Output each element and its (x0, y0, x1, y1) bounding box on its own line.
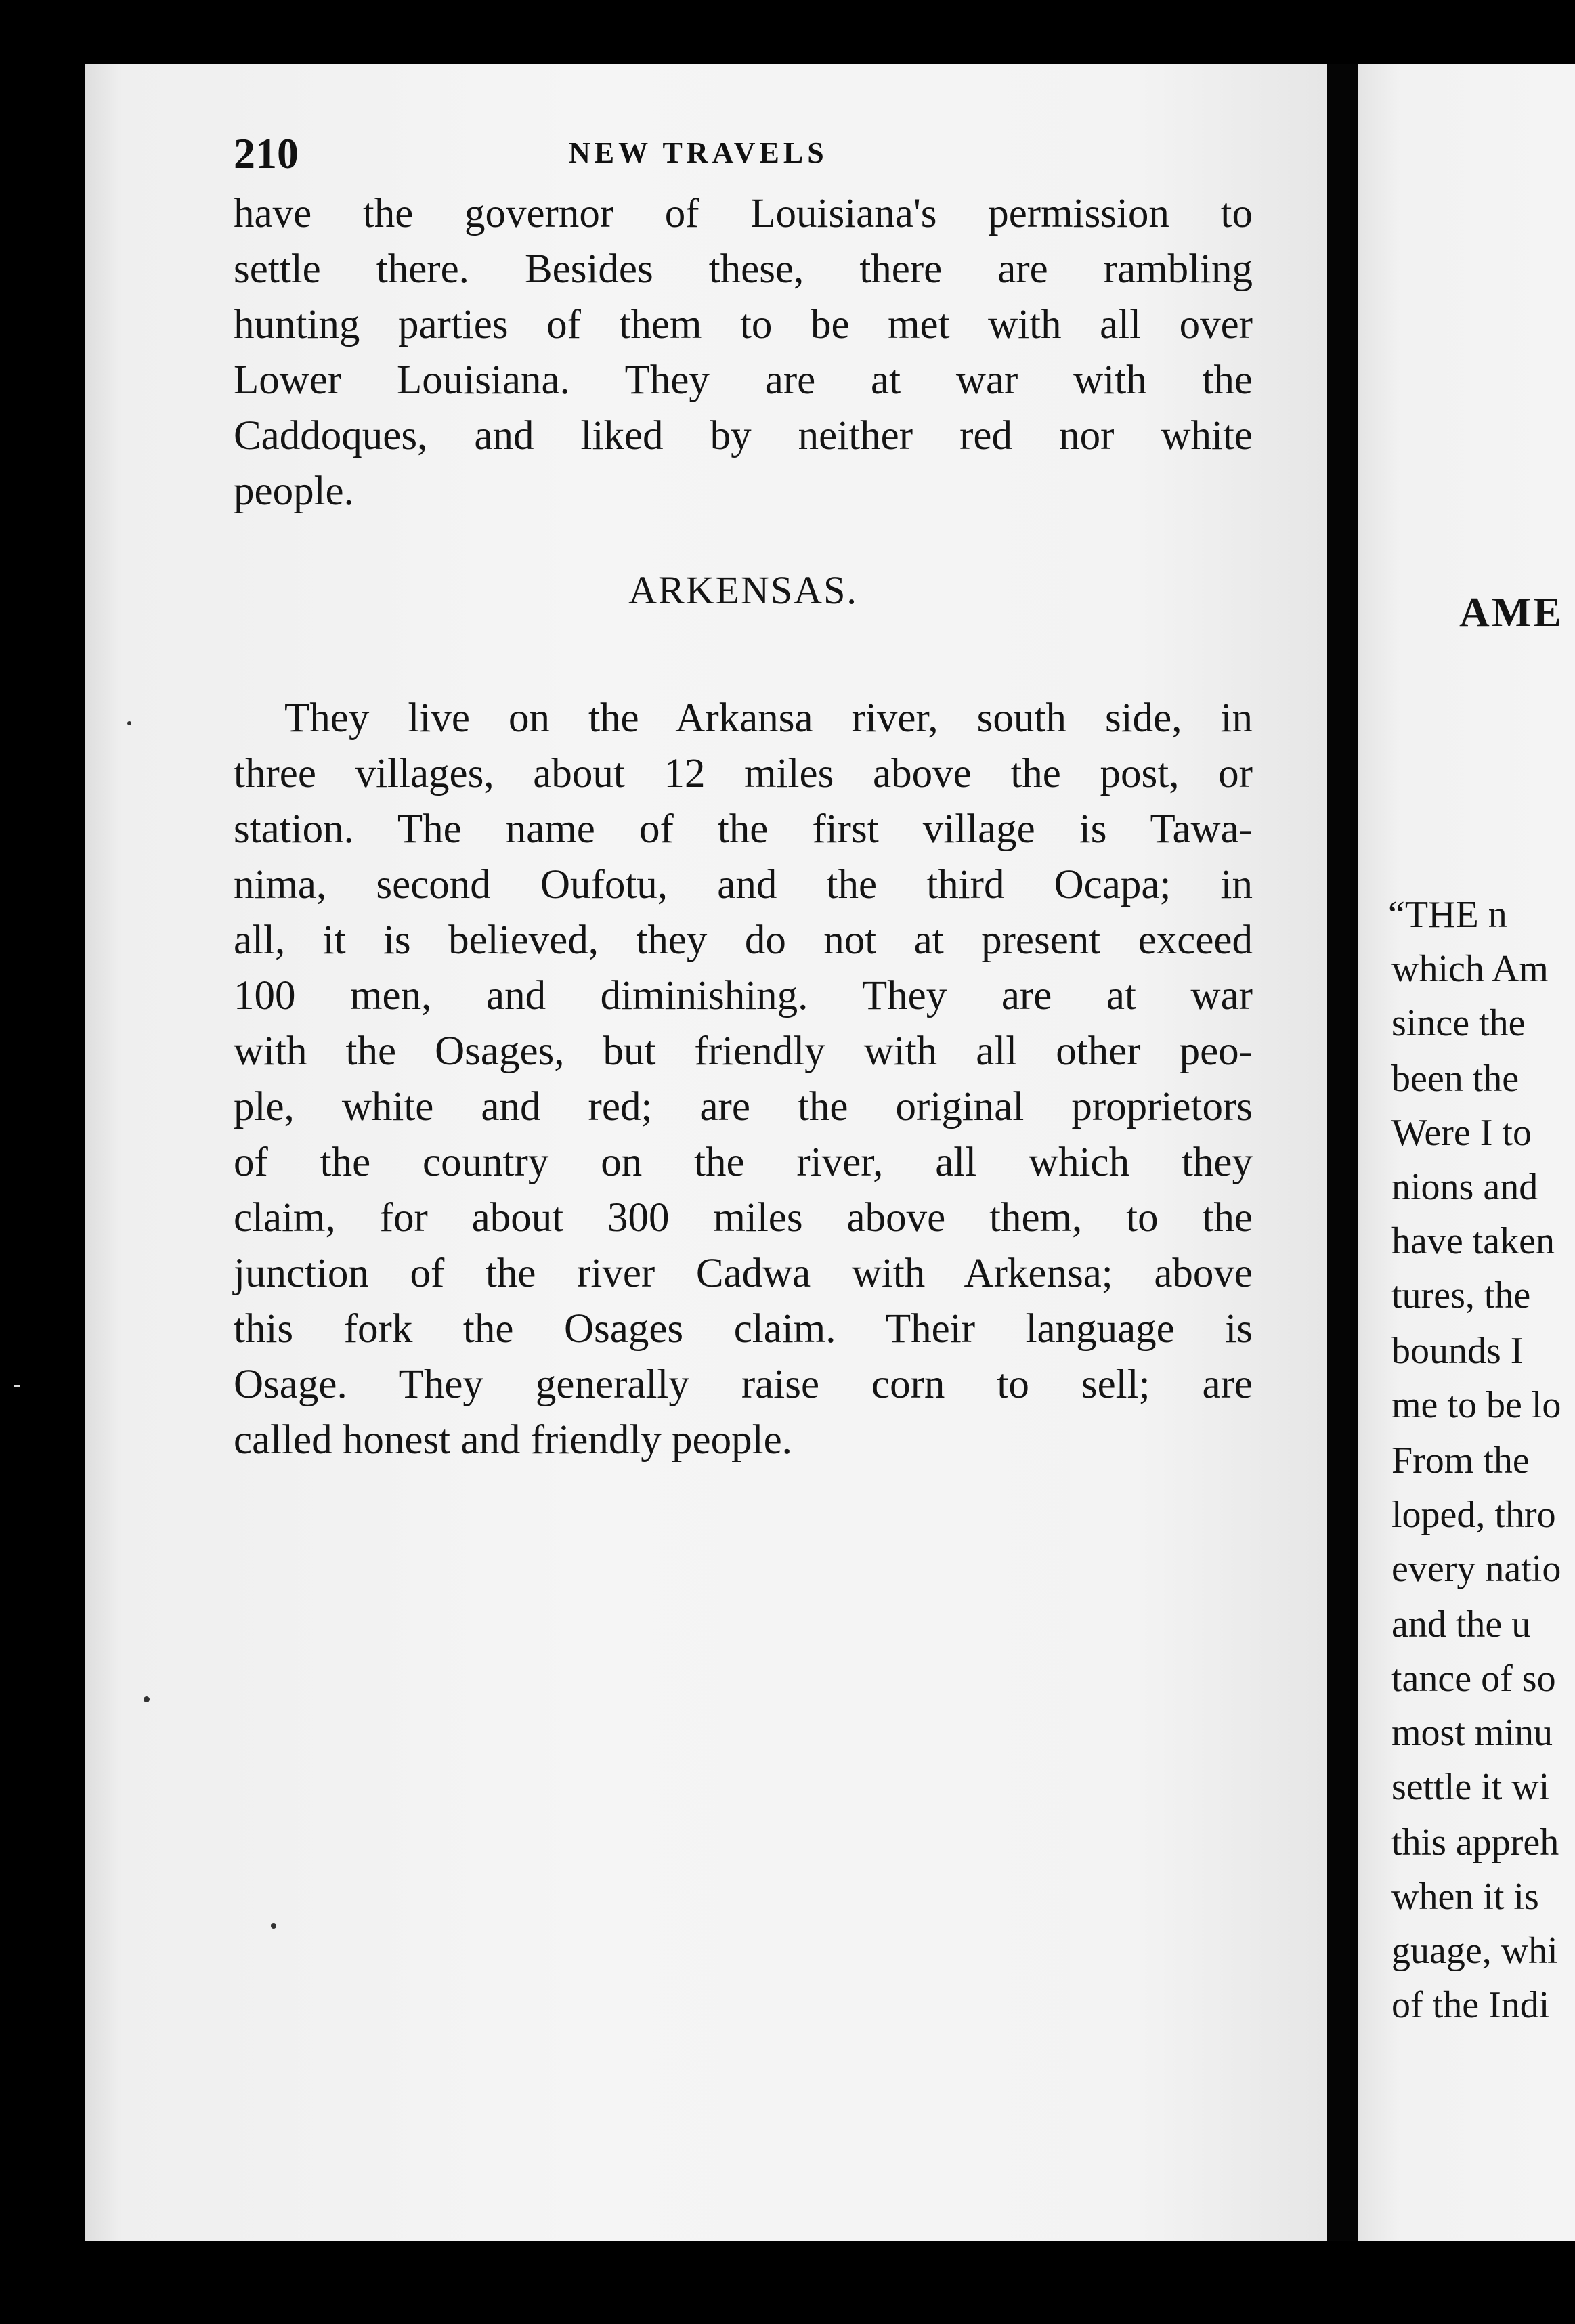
right-page-line: every natio (1391, 1548, 1561, 1590)
right-page-line: tance of so (1391, 1658, 1556, 1700)
right-page-line: “THE n (1388, 894, 1507, 936)
text-line: people. (234, 469, 354, 514)
text-line: this fork the Osages claim. Their language is (234, 1306, 1253, 1352)
right-page-line: of the Indi (1391, 1984, 1550, 2026)
text-line: with the Osages, but friendly with all other peo- (234, 1029, 1253, 1074)
right-page-line: nions and (1391, 1166, 1538, 1208)
right-page-line: From the (1391, 1440, 1530, 1482)
right-page-line: when it is (1391, 1876, 1539, 1918)
right-page (1358, 64, 1575, 2241)
text-line: Lower Louisiana. They are at war with the (234, 358, 1253, 403)
text-line: hunting parties of them to be met with all over (234, 302, 1253, 347)
text-line: junction of the river Cadwa with Arkensa; above (234, 1251, 1253, 1296)
text-line: three villages, about 12 miles above the post, or (234, 751, 1253, 796)
right-page-heading: AME (1459, 590, 1563, 636)
right-page-line: tures, the (1391, 1274, 1531, 1316)
text-line: Caddoques, and liked by neither red nor white (234, 413, 1253, 458)
right-page-line: guage, whi (1391, 1930, 1558, 1972)
text-line: all, it is believed, they do not at present exceed (234, 918, 1253, 963)
section-heading: ARKENSAS. (628, 568, 858, 612)
running-title: NEW TRAVELS (569, 136, 828, 169)
right-page-line: settle it wi (1391, 1766, 1550, 1808)
text-line: have the governor of Louisiana's permission to (234, 191, 1253, 236)
right-page-line: which Am (1391, 948, 1549, 990)
running-head (234, 129, 1229, 183)
right-page-line: most minu (1391, 1712, 1553, 1754)
right-page-line: and the u (1391, 1604, 1531, 1645)
paragraph-2 (234, 691, 1253, 1468)
text-line: ple, white and red; are the original proprietors (234, 1084, 1253, 1129)
dust-speck (14, 1385, 20, 1387)
text-line: of the country on the river, all which they (234, 1140, 1253, 1185)
right-page-line: loped, thro (1391, 1494, 1556, 1536)
text-line: Osage. They generally raise corn to sell; are (234, 1362, 1253, 1407)
right-page-line: Were I to (1391, 1112, 1532, 1154)
page-number: 210 (234, 129, 299, 177)
text-line: claim, for about 300 miles above them, to the (234, 1195, 1253, 1241)
text-line: 100 men, and diminishing. They are at war (234, 973, 1253, 1018)
right-page-line: this appreh (1391, 1822, 1559, 1864)
right-page-line: bounds I (1391, 1330, 1524, 1372)
text-line: called honest and friendly people. (234, 1417, 792, 1463)
right-page-line: have taken (1391, 1220, 1555, 1262)
right-page-line: been the (1391, 1058, 1519, 1100)
text-line: settle there. Besides these, there are rambling (234, 246, 1253, 292)
dust-speck (271, 1923, 276, 1929)
text-line: station. The name of the first village is Tawa- (234, 806, 1253, 852)
right-page-line: me to be lo (1391, 1384, 1561, 1426)
text-line: They live on the Arkansa river, south side, in (284, 695, 1253, 741)
paragraph-1 (234, 186, 1253, 519)
book-gutter (1327, 64, 1358, 2241)
text-line: nima, second Oufotu, and the third Ocapa; in (234, 862, 1253, 907)
dust-speck (127, 721, 131, 725)
right-page-line: since the (1391, 1002, 1526, 1044)
dust-speck (144, 1696, 150, 1702)
